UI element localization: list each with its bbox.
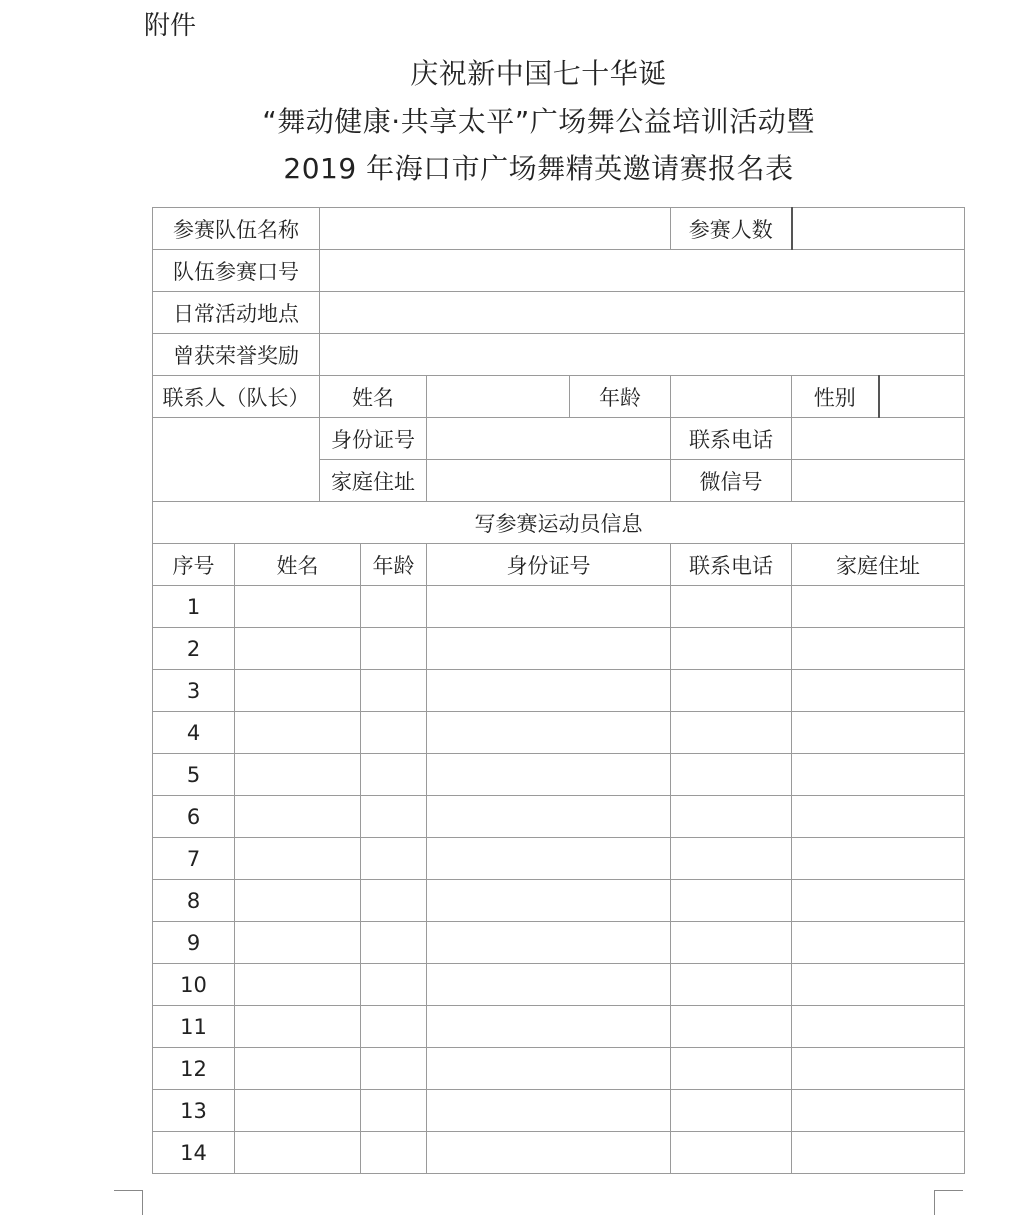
athlete-row-number: 7 [153,838,235,880]
team-slogan-row [153,250,965,292]
contact-name-field[interactable] [427,376,570,418]
header-address: 家庭住址 [792,544,965,586]
athlete-cell-id-field[interactable] [427,1090,671,1132]
athlete-cell-phone-field[interactable] [671,964,792,1006]
athlete-cell-phone-field[interactable] [671,1048,792,1090]
athlete-row-number: 14 [153,1132,235,1174]
athlete-cell-id-field[interactable] [427,964,671,1006]
athlete-cell-name-field[interactable] [235,1048,361,1090]
activity-location-row [153,292,965,334]
athlete-cell-age-field[interactable] [361,1132,427,1174]
athlete-cell-address-field[interactable] [792,1132,965,1174]
athlete-row-number: 13 [153,1090,235,1132]
athlete-row-number: 4 [153,712,235,754]
contact-age-field[interactable] [671,376,792,418]
athlete-cell-name-field[interactable] [235,796,361,838]
team-name-row [153,208,965,250]
registration-form-table [152,207,965,1174]
header-phone: 联系电话 [671,544,792,586]
athlete-row-number: 5 [153,754,235,796]
athlete-row-number: 9 [153,922,235,964]
honors-row [153,334,965,376]
athlete-cell-id-field[interactable] [427,712,671,754]
athlete-cell-name-field[interactable] [235,1090,361,1132]
contact-id-field[interactable] [427,418,671,460]
athlete-cell-address-field[interactable] [792,1048,965,1090]
athlete-cell-phone-field[interactable] [671,796,792,838]
athlete-cell-id-field[interactable] [427,754,671,796]
athlete-cell-id-field[interactable] [427,796,671,838]
athlete-cell-name-field[interactable] [235,838,361,880]
athlete-cell-age-field[interactable] [361,1048,427,1090]
team-count-label: 参赛人数 [671,208,792,250]
athlete-cell-phone-field[interactable] [671,670,792,712]
athlete-cell-id-field[interactable] [427,586,671,628]
athlete-row-number: 6 [153,796,235,838]
athlete-row-number: 12 [153,1048,235,1090]
athlete-cell-name-field[interactable] [235,628,361,670]
athlete-cell-name-field[interactable] [235,712,361,754]
athlete-row-number: 8 [153,880,235,922]
athlete-row [153,796,965,838]
team-slogan-label: 队伍参赛口号 [153,250,320,292]
athlete-cell-age-field[interactable] [361,838,427,880]
attachment-label: 附件 [144,11,197,41]
athlete-row-number: 1 [153,586,235,628]
athlete-cell-name-field[interactable] [235,880,361,922]
title-line-3: 2019 年海口市广场舞精英邀请赛报名表 [283,152,794,185]
athlete-row [153,586,965,628]
athlete-cell-age-field[interactable] [361,670,427,712]
athlete-row-number: 2 [153,628,235,670]
athlete-cell-id-field[interactable] [427,1048,671,1090]
athlete-cell-age-field[interactable] [361,628,427,670]
athlete-row [153,880,965,922]
contact-address-field[interactable] [427,460,671,502]
athlete-cell-phone-field[interactable] [671,880,792,922]
athlete-cell-phone-field[interactable] [671,754,792,796]
athlete-cell-address-field[interactable] [792,880,965,922]
contact-wechat-field[interactable] [792,460,965,502]
athlete-cell-address-field[interactable] [792,922,965,964]
athlete-cell-name-field[interactable] [235,922,361,964]
contact-blank-cell [153,418,320,502]
athlete-row [153,712,965,754]
athlete-cell-phone-field[interactable] [671,712,792,754]
activity-location-label: 日常活动地点 [153,292,320,334]
honors-label: 曾获荣誉奖励 [153,334,320,376]
honors-field[interactable] [320,334,965,376]
athlete-cell-age-field[interactable] [361,796,427,838]
athlete-cell-id-field[interactable] [427,1006,671,1048]
athletes-header-row [153,544,965,586]
athlete-cell-id-field[interactable] [427,670,671,712]
athlete-cell-id-field[interactable] [427,922,671,964]
athlete-cell-age-field[interactable] [361,880,427,922]
athlete-cell-address-field[interactable] [792,586,965,628]
athlete-cell-address-field[interactable] [792,964,965,1006]
athlete-cell-phone-field[interactable] [671,1132,792,1174]
contact-gender-field[interactable] [879,376,965,418]
athlete-cell-id-field[interactable] [427,1132,671,1174]
activity-location-field[interactable] [320,292,965,334]
contact-wechat-label: 微信号 [671,460,792,502]
contact-id-label: 身份证号 [320,418,427,460]
team-count-field[interactable] [792,208,965,250]
athlete-cell-name-field[interactable] [235,1132,361,1174]
title-line-1: 庆祝新中国七十华诞 [410,57,667,90]
athlete-cell-address-field[interactable] [792,796,965,838]
contact-name-row [153,376,965,418]
athlete-row [153,1090,965,1132]
contact-gender-label: 性别 [792,376,879,418]
athlete-cell-address-field[interactable] [792,1006,965,1048]
athlete-row-number: 11 [153,1006,235,1048]
contact-age-label: 年龄 [570,376,671,418]
athlete-row [153,1132,965,1174]
contact-phone-label: 联系电话 [671,418,792,460]
athlete-cell-age-field[interactable] [361,586,427,628]
contact-phone-field[interactable] [792,418,965,460]
athlete-row [153,754,965,796]
athlete-cell-name-field[interactable] [235,670,361,712]
athlete-cell-id-field[interactable] [427,628,671,670]
athlete-cell-id-field[interactable] [427,880,671,922]
athlete-cell-address-field[interactable] [792,1090,965,1132]
athlete-cell-address-field[interactable] [792,838,965,880]
athlete-cell-name-field[interactable] [235,586,361,628]
contact-id-row [153,418,965,460]
athlete-cell-id-field[interactable] [427,838,671,880]
header-name: 姓名 [235,544,361,586]
athlete-cell-phone-field[interactable] [671,1090,792,1132]
page-corner-mark-left [114,1190,143,1215]
athlete-row [153,964,965,1006]
header-index: 序号 [153,544,235,586]
title-line-2: “舞动健康·共享太平”广场舞公益培训活动暨 [262,105,815,138]
athlete-cell-age-field[interactable] [361,1090,427,1132]
athlete-row [153,922,965,964]
contact-name-label: 姓名 [320,376,427,418]
team-slogan-field[interactable] [320,250,965,292]
contact-address-label: 家庭住址 [320,460,427,502]
athlete-row [153,628,965,670]
athlete-cell-phone-field[interactable] [671,628,792,670]
athlete-cell-age-field[interactable] [361,1006,427,1048]
athlete-cell-address-field[interactable] [792,712,965,754]
athlete-row [153,1006,965,1048]
header-id-number: 身份证号 [427,544,671,586]
athlete-row [153,838,965,880]
athlete-cell-age-field[interactable] [361,712,427,754]
header-age: 年龄 [361,544,427,586]
athlete-cell-age-field[interactable] [361,964,427,1006]
athlete-cell-age-field[interactable] [361,922,427,964]
team-name-field[interactable] [320,208,671,250]
athlete-cell-name-field[interactable] [235,964,361,1006]
athlete-cell-name-field[interactable] [235,754,361,796]
athlete-rows [153,586,965,1174]
athlete-cell-address-field[interactable] [792,670,965,712]
athlete-row-number: 3 [153,670,235,712]
team-name-label: 参赛队伍名称 [153,208,320,250]
athlete-cell-phone-field[interactable] [671,1006,792,1048]
athlete-cell-phone-field[interactable] [671,922,792,964]
athlete-row [153,1048,965,1090]
athlete-cell-age-field[interactable] [361,754,427,796]
athletes-section-title: 写参赛运动员信息 [153,502,965,544]
athlete-row-number: 10 [153,964,235,1006]
athlete-cell-phone-field[interactable] [671,586,792,628]
athlete-cell-address-field[interactable] [792,628,965,670]
contact-label: 联系人（队长） [153,376,320,418]
athletes-section-row [153,502,965,544]
athlete-cell-address-field[interactable] [792,754,965,796]
athlete-row [153,670,965,712]
page-corner-mark-right [934,1190,963,1215]
athlete-cell-phone-field[interactable] [671,838,792,880]
athlete-cell-name-field[interactable] [235,1006,361,1048]
